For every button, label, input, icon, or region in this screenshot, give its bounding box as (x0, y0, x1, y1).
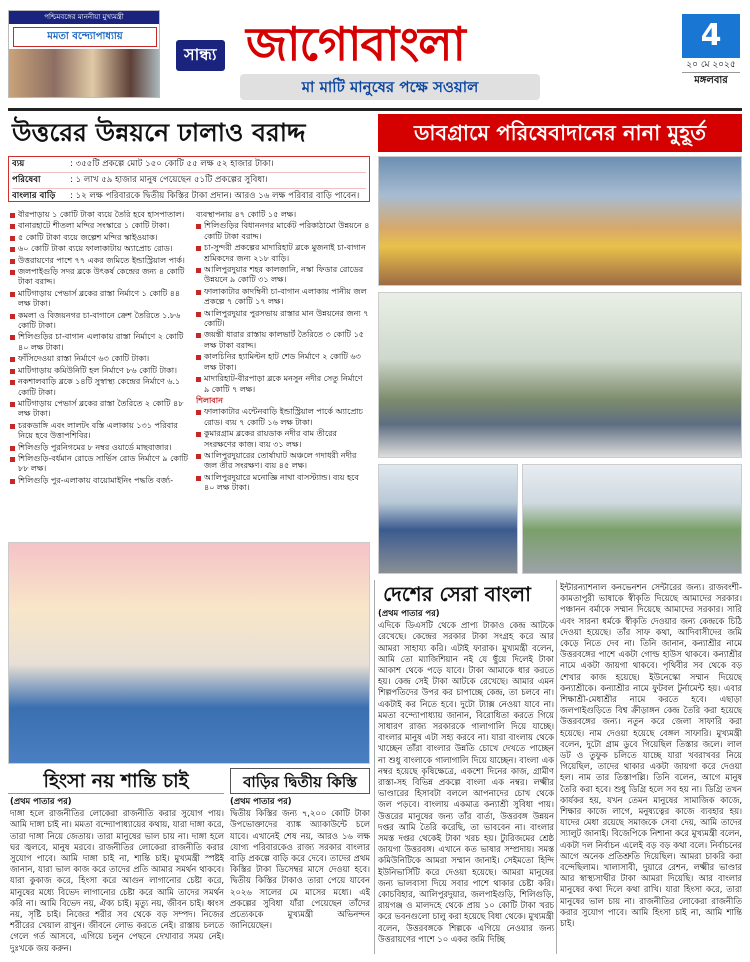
project-bullet: আলিপুরদুয়ার পুরসভায় রাস্তার মান উন্নয়নের জন্য ৭ কোটি। (196, 309, 370, 330)
article-source: (প্রথম পাতার পর) (230, 796, 292, 806)
sera-article-continued (560, 582, 742, 954)
article-body: দাঙ্গা হলে রাজনীতির লোকেরা রাজনীতি করার সুযোগ পায়। আমি দাঙ্গা চাই না। মমতা বন্দ্যোপাধ্যায়ের কথায়, যারা দাঙ্গা করে, তারা দাঙ্গা নিয়ে জেতায়। তারা মানুষের ভাল চায় না। দাঙ্গা হলে ঘর জ্বলবে, মানুষ মরবে। রাজনীতির লোকেরা রাজনীতি করার সুযোগ পাবে। আমি দাঙ্গা চাই না, শান্তি চাই। মুখ্যমন্ত্রী স্পষ্টই জানান, যারা ভাল কাজ করে তাদের প্রতি আমার সমর্থন থাকবে। যারা কুকাজ করে, হিংসা করে আগুন লাগানোর চেষ্টা করে, মানুষের মধ্যে বিভেদ লাগানোর চেষ্টা করে আমি তাদের সমর্থন করি না। আমি বিভেদ নয়, ঐক্য চাই। মৃত্যু নয়, জীবন চাই। ধ্বংস নয়, সৃষ্টি চাই। নিজের শরীর সব থেকে বড় সম্পদ। নিজের শরীরের খেয়াল রাখুন। জীবনে লোভ করতে নেই। রাস্তায় চলতে গেলে গর্ত আসবে, এগিয়ে চলুন পেছনে দেখাবার সময় নেই। দুঃখকে জয় করুন। (10, 808, 224, 953)
shanti-article (10, 796, 224, 954)
summary-label: বাংলার বাড়ি (12, 191, 56, 201)
masthead-thumbnail (8, 10, 160, 98)
project-bullet: আলিপুরদুয়ারে মনোজ্ঞি নাথা বাসস্ট্যান্ড। ব্যয় হবে ৪০ লক্ষ টাকা। (196, 473, 370, 494)
article-source: (প্রথম পাতার পর) (378, 608, 440, 618)
photo-vehicle-flagoff (378, 292, 742, 458)
project-bullet: বীরপাড়ায় ১ কোটি টাকা ব্যয়ে তৈরি হবে হাসপাতাল। (10, 210, 188, 220)
masthead-divider (8, 108, 742, 111)
project-bullet: ৫ কোটি টাকা ব্যয়ে জল্পেশ মন্দির স্কাইওয়াক। (10, 233, 188, 243)
article-source: (প্রথম পাতার পর) (10, 796, 72, 806)
shanti-headline: হিংসা নয় শান্তি চাই (8, 768, 224, 794)
thumbnail-photo (9, 49, 160, 98)
thumbnail-caption: পশ্চিমবঙ্গের মাননীয়া মুখ্যমন্ত্রী (9, 11, 159, 24)
project-bullet: শিলিগুড়ি পুরনিগমের ৮ নম্বর ওয়ার্ডে মাছবাজার। (10, 443, 188, 453)
project-bullet: শিলিগুড়ি-বর্ধমান রোডে সার্ভিস রোড নির্মাণে ৯ কোটি ৮৮ লক্ষ। (10, 454, 188, 475)
project-bullet: জলপাইগুড়ি সদর ব্লকে উৎকর্ষ কেন্দ্রের জন্য ৪ কোটি টাকা বরাদ্দ। (10, 267, 188, 288)
summary-row (12, 189, 366, 202)
photo-cultural-welcome (378, 156, 742, 286)
kisti-article (230, 796, 370, 954)
logo-prefix: সান্ধ্য (176, 40, 225, 71)
article-body: দ্বিতীয় কিস্তির জন্য ৭,২০০ কোটি টাকা উপভোক্তাদের ব্যাঙ্ক অ্যাকাউন্টে চলে যাবে। এখানেই শেষ নয়, আরও ১৬ লক্ষ যোগ্য পরিবারকেও রাজ্য সরকার বাংলার বাড়ি প্রকল্পে বাড়ি করে দেবে। তাদের প্রথম কিস্তির টাকা ডিসেম্বর মাসে দেওয়া হবে। দ্বিতীয় কিস্তির টাকাও তারা পেয়ে যাবেন ২০২৬ সালের মে মাসের মধ্যে। এই প্রকল্পের সুবিধা যাঁরা পেয়েছেন তাঁদের প্রত্যেককে মুখ্যমন্ত্রী অভিনন্দন জানিয়েছেন। (230, 808, 370, 931)
project-bullet: মাটিগাড়ায় কমিউনিটি হল নির্মাণে ৮৬ কোটি টাকা। (10, 366, 188, 376)
project-bullet: আলিপুরদুয়ার শহর কালজানি, নস্কা ফিডার রোডের উন্নয়নে ৯ কোটি ৩১ লক্ষ। (196, 265, 370, 286)
project-list-column-b (196, 210, 370, 536)
logo-title: জাগোবাংলা (246, 17, 465, 71)
project-list-column-a (10, 210, 188, 536)
summary-row (12, 173, 366, 189)
project-bullet: নকশালবাড়ি ব্লকে ১৪টি সুস্বাস্থ্য কেন্দ্রের নির্মাণে ৬.১ কোটি টাকা। (10, 377, 188, 398)
summary-row (12, 157, 366, 173)
project-bullet: চরকডাঙ্গি এবং লালটং বস্তি এলাকায় ১৩১ পরিবার নিয়ে হবে উত্তাপশিবির। (10, 421, 188, 442)
summary-label: ব্যয় (12, 159, 25, 169)
project-bullet: উত্তরায়ণের পাশে ৭৭ একর জমিতে ইন্ডাস্ট্রিয়াল পার্ক। (10, 256, 188, 266)
right-story-headline: ডাবগ্রামে পরিষেবাদানের নানা মুহূর্ত (378, 114, 742, 152)
summary-text: : ১ লাখ ৫৯ হাজার মানুষ পেয়েছেন ৫১টি প্রকল্পের সুবিধা। (70, 175, 268, 185)
project-section-label: শিলাবান (196, 395, 223, 405)
kisti-headline: বাড়ির দ্বিতীয় কিস্তি (230, 768, 370, 794)
project-bullet: বানারহাটে শীতলা মন্দির সংস্কারে ১ কোটি টাকা। (10, 221, 188, 231)
project-bullet: ফাঁসিদেওয়া রাস্তা নির্মাণে ৬৩ কোটি টাকা। (10, 354, 188, 364)
masthead-logo (176, 8, 568, 104)
project-bullet: শিলিগুড়ির চা-বাগান এলাকায় রাস্তা নির্মাণে ২ কোটি ৪০ লক্ষ টাকা। (10, 332, 188, 353)
project-bullet: কমলা ও বিজয়নগর চা-বাগানে ক্রেশ তৈরিতে ১.৮৬ কোটি টাকা। (10, 311, 188, 332)
project-bullet: মাদারিহাট-বীরপাড়া ব্লকে মনসুন নদীর সেতু নির্মাণে ৯ কোটি ৭ লক্ষ। (196, 374, 370, 395)
sera-headline: দেশের সেরা বাংলা (383, 582, 531, 606)
project-bullet: মাটিগাড়ায় পেভার্স ব্লকের রাস্তা নির্মাণে ১ কোটি ৪৪ লক্ষ টাকা। (10, 289, 188, 310)
issue-weekday: মঙ্গলবার (682, 72, 740, 89)
project-bullet: জয়ন্তী ধারার রাস্তায় কালভার্ট তৈরিতে ৩ কোটি ১৫ লক্ষ টাকা বরাদ্দ। (196, 330, 370, 351)
column-divider (556, 580, 557, 954)
sera-article (378, 608, 554, 954)
summary-text: : ১২ লক্ষ পরিবারকে দ্বিতীয় কিস্তির টাকা প্রদান। আরও ১৬ লক্ষ পরিবার বাড়ি পাবেন। (70, 191, 360, 201)
project-bullet: ফালাকাটার কাদম্বিনী চা-বাগান এলাকায় পানীয় জল প্রকল্পে ৭ কোটি ১৭ লক্ষ। (196, 287, 370, 308)
page-date-box (682, 14, 740, 102)
photo-dance-performers (8, 542, 370, 764)
project-bullet: ফালাকাটার এন্টেনবাড়ি ইন্ডাস্ট্রিয়াল পার্কে অ্যাপ্রোচ রোড। ব্যয় ৭ কোটি ১৬ লক্ষ টাকা। (196, 407, 370, 428)
article-body: ইন্টারন্যাশনাল কনভেনশন সেন্টারের জন্য। রাজবংশী-কামতাপুরী ভাষাকে স্বীকৃতি দিয়েছে আমাদের সরকার। পঞ্চানন বর্মাকে সম্মান দিয়েছে আমাদের সরকার। সারি এবং সারনা ধর্মকে স্বীকৃতি দেওয়ার জন্য কেন্দ্রকে চিঠি দেওয়া হয়েছে। তাঁর সাফ কথা, আদিবাসীদের জমি কেড়ে নিতে দেব না। তিনি জানান, কন্যাশ্রীর নামে উত্তরবঙ্গের পাশে একটা গোল্ড হাউস থাকবে। কন্যাশ্রীর নামে একটা জায়গা থাকবে। পৃথিবীর সব থেকে বড় শেখার কাজ হয়েছে। ইউনেস্কো সম্মান দিয়েছে কন্যাশ্রীকে। কন্যাশ্রীর নামে ফুটবল টুর্নামেন্ট হয়। এবার শিক্ষাশ্রী-মেধাশ্রীর নামে করতে হবে। এছাড়া জলপাইগুড়িতে বিশ্ব ক্রীড়াঙ্গন কেন্দ্র তৈরি করা হয়েছে উত্তরবঙ্গের জন্য। নতুন করে জেলা সাফারি করা হয়েছে। নাম দেওয়া হয়েছে বেঙ্গল সাফারি। মুখ্যমন্ত্রী বলেন, দুটো গ্রাম ডুবে গিয়েছিল তিস্তার জলে। লাল ডট ও তুফুক চলিতে যাচ্ছে যারা খবরাখবর নিয়ে গিয়েছিল, তাদের থাকার একটা জায়গা করে দেওয়া হল। নাম তার তিস্তাপল্লি। তিনি বলেন, আগে মানুষ তৈরি করা হবে। শুধু ডিগ্রি হলে সব হয় না। ডিগ্রি তখন কার্যকর হয়, যখন তেমন মানুষের সামাজিক কাজে, শিক্ষার কাজে লাগে, মনুষ্যত্বের কাজে ব্যবহার হয়। যাদের মেধা রয়েছে সমাজকে সেবা দেয়, আমি তাদের স্যালুট জানাই। বিজেপিকে নিশানা করে মুখ্যমন্ত্রী বলেন, একটা দল নির্বাচন এলেই বড় বড় কথা বলে। নির্বাচনের আগে অনেক প্রতিশ্রুতি দিয়েছিল। আমরা চাকরি করা বন্দেছিলাম। খালাসাবী, দুয়ারে রেশন, লক্ষ্মীর ভাণ্ডার আর স্বাস্থ্যসাথীর টাকা আমরা দিয়েছি। আর বাংলার মানুষের কথা দিলে কথা রাখি। যারা হিংসা করে, তারা মানুষের ভাল চায় না। রাজনীতির লোকেরা রাজনীতি করার সুযোগ পাবে। আমি হিংসা চাই না, আমি শান্তি চাই। (560, 582, 742, 929)
left-story-headline: উত্তরের উন্নয়নে ঢালাও বরাদ্দ (12, 118, 306, 147)
summary-text: : ৩৫৫টি প্রকল্পে মোট ১৫০ কোটি ৫৫ লক্ষ ৫২ হাজার টাকা। (70, 159, 274, 169)
photo-vehicle-row (522, 464, 742, 574)
photo-bus (378, 464, 518, 574)
page-number: 4 (682, 14, 740, 58)
project-bullet: শিলিগুড়ি পুর-এলাকায় বায়োমাইনিং পদ্ধতি বর্জ্য- (10, 476, 188, 486)
project-bullet: ৬০ কোটি টাকা ব্যয়ে ফালাকাটায় অ্যাপ্রোচ রোড। (10, 244, 188, 254)
thumbnail-banner: মমতা বন্দ্যোপাধ্যায় (13, 27, 157, 47)
project-bullet: কুমারগ্রাম ব্লকের রায়ডাক নদীর বাম তীরের সংরক্ষণের কাজ। ব্যয় ৩১ লক্ষ। (196, 429, 370, 450)
logo-tagline: মা মাটি মানুষের পক্ষে সওয়াল (240, 74, 540, 100)
project-bullet: মাটিগাড়ায় পেভার্স ব্লকের রাস্তা তৈরিতে ২ কোটি ৪৮ লক্ষ টাকা। (10, 399, 188, 420)
budget-summary-box (8, 156, 370, 202)
summary-label: পরিষেবা (12, 175, 41, 185)
project-bullet: চা-সুন্দরী প্রকল্পের মাদারিহাট ব্লকে মুজনাই চা-বাগান শ্রমিকদের জন্য ২১৮ বাড়ি। (196, 243, 370, 264)
project-bullet: ব্যবস্থাপনায় ৪৭ কোটি ১৫ লক্ষ। (196, 210, 297, 219)
issue-date: ২০ মে ২০২৫ (686, 60, 736, 70)
project-bullet: আলিপুরদুয়ারের তোর্ষাঘাট অঞ্চলে গদাধরী নদীর জল তীর সংরক্ষণ। ব্যয় ৪৫ লক্ষ। (196, 451, 370, 472)
project-bullet: কালচিনির হ্যামিল্টন হাট শেড নির্মাণে ২ কোটি ৬৩ লক্ষ টাকা। (196, 352, 370, 373)
column-divider (374, 580, 375, 954)
project-bullet: শিলিগুড়ির বিধাননগর মার্কেট পরিকাঠামো উন্নয়নে ৪ কোটি টাকা বরাদ্দ। (196, 221, 370, 242)
article-body: এদিকে ডিএসটি থেকে প্রাপ্য টাকাও কেন্দ্র আটকে রেখেছে। কেন্দ্রের সরকার টাকা সংগ্রহ করে আর আমরা সাহায্য করি। এটাই ফারাক। মুখ্যমন্ত্রী বলেন, আমি তো ম্যাজিশিয়ান নই যে ছুঁয়ে দিলেই টাকা আকাশ থেকে পড়ে যাবে। টাকা আমাকে ধার করতে হয়। কেন্দ্র সেই টাকা আটকে রেখেছে। আমার এমন শিল্পপতিদের উপর কর চাপাচ্ছে কেন্দ্র, তা চলবে না। একটাই কর নিতে হবে। দুটো ট্যাক্স নেওয়া যাবে না। মমতা বন্দ্যোপাধ্যায় জানান, বিরোধিতা করতে গিয়ে সাধারণ রাজ্য সরকারকে গালাগালি দিয়ে যাচ্ছে। বাংলার মানুষ এটা সহ্য করবে না। যারা বাংলায় থেকে খাচ্ছেন তাঁরা বাংলার উন্নতি চোখে দেখতে পাচ্ছেন না শুধু বাংলাকে গালাগালি দিয়ে যাচ্ছেন। বাংলা এক নম্বর হয়েছে কৃষিক্ষেত্রে, একশো দিনের কাজ, গ্রামীণ রাস্তা-সহ বিভিন্ন প্রকল্পে বাংলা এক নম্বর। লক্ষ্মীর ভাণ্ডারের হিসাবটা বললে আপনাদের চোখ থেকে জল পড়বে। বাংলায় একমাত্র কন্যাশ্রী সুবিধা পায়। উত্তরের মানুষের জন্য তাঁর বার্তা, উত্তরবঙ্গ উন্নয়ন দপ্তর আমি তৈরি করেছি, তা ভাববেন না। বাংলার সমস্ত দপ্তর থেকেই টাকা খরচ হয়। ট্যুরিজমের শ্রেষ্ঠ জায়গা উত্তরবঙ্গ। এখানে কত ভাষার সম্প্রদায়। সমস্ত কমিউনিটিকে আমরা সম্মান জানাই। সেইমতো হিন্দি ইউনিভার্সিটি করে দেওয়া হয়েছে। আমরা মানুষের জন্য ভালবাসা দিয়ে সবার পাশে থাকার চেষ্টা করি। কোচবিহার, আলিপুরদুয়ার, জলপাইগুড়ি, শিলিগুড়ি, রায়গঞ্জ ও মালদহে থেকে প্রায় ১০ কোটি টাকা খরচ করে ভবনগুলো চালু করা হয়েছে বিধা থেকে। মুখ্যমন্ত্রী বলেন, উত্তরবঙ্গকে শিল্পকে এগিয়ে নেওয়ার জন্য উত্তরায়ণের পাশে ১০ একর জমি দিচ্ছি (378, 620, 554, 944)
